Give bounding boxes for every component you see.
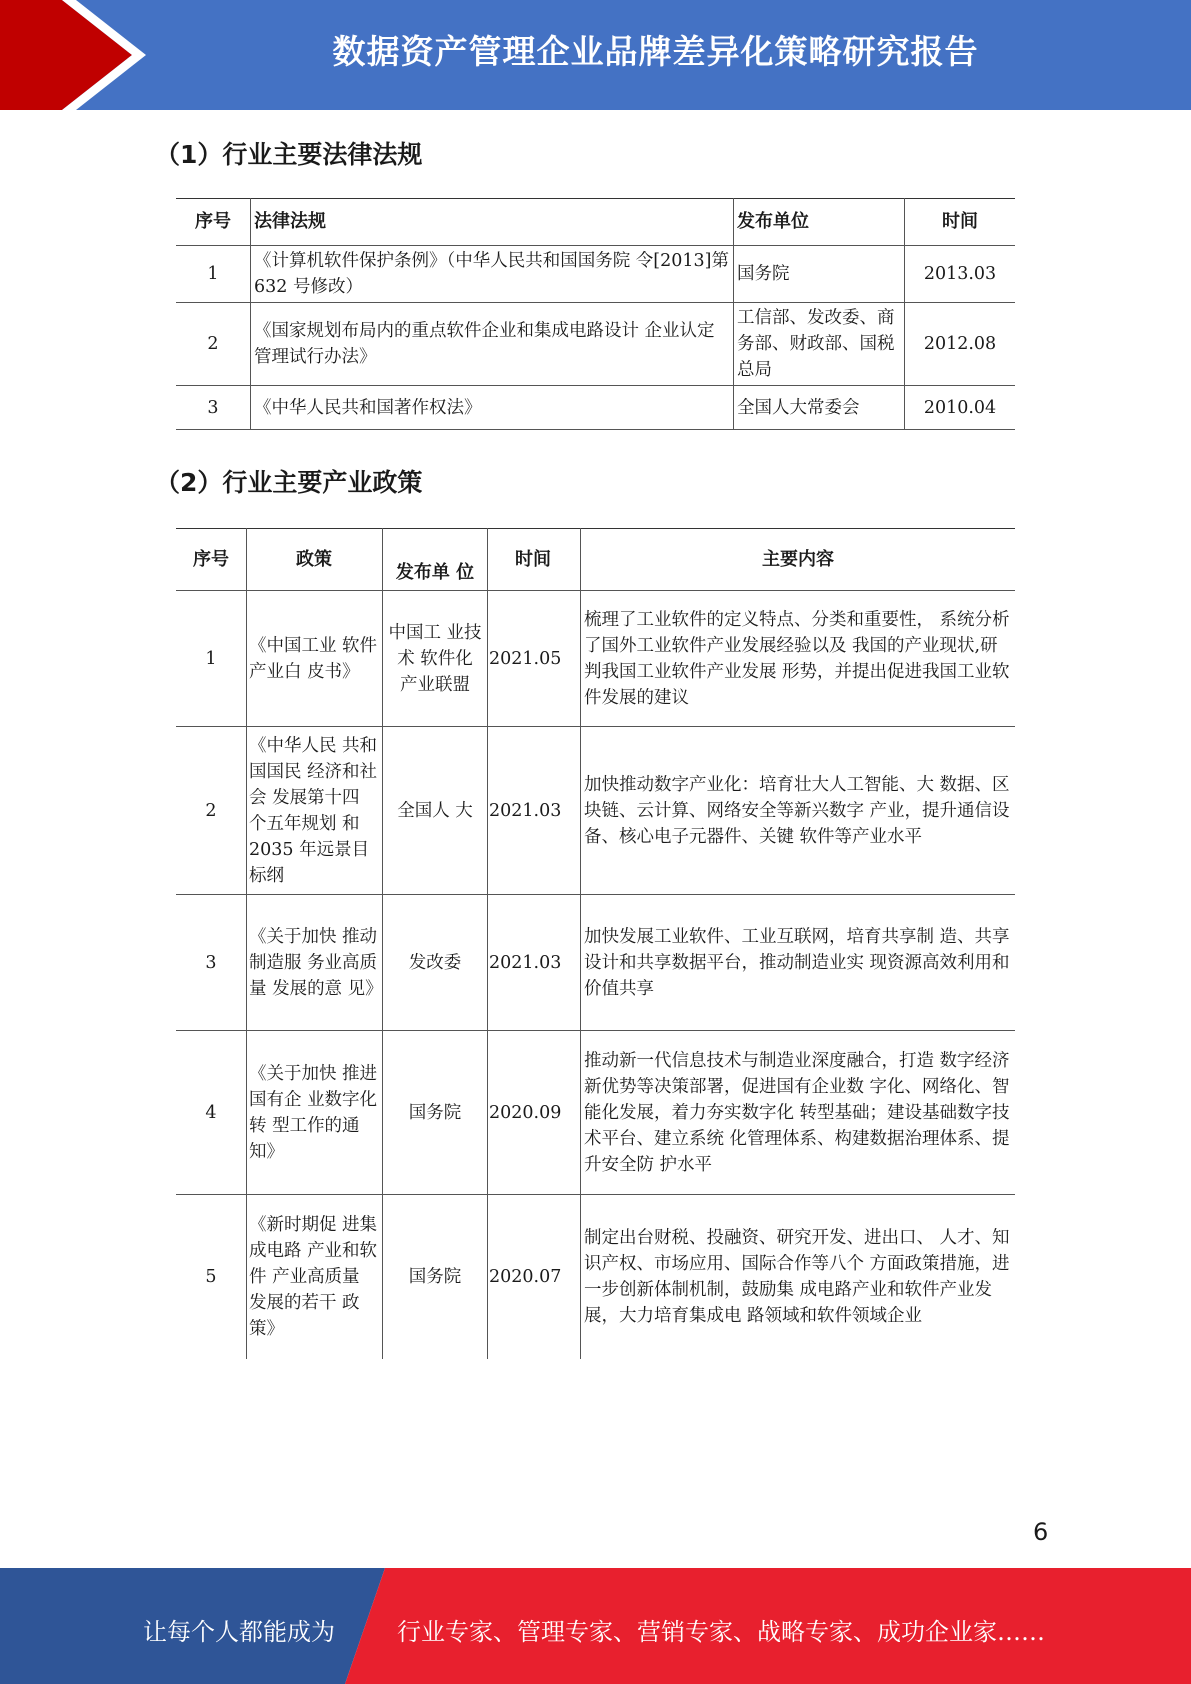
cell-date: 2010.04 xyxy=(905,386,1016,430)
cell-date: 2021.03 xyxy=(488,895,581,1031)
cell-no: 5 xyxy=(205,1266,217,1287)
cell-no: 3 xyxy=(176,895,247,1031)
table-row xyxy=(176,386,1015,430)
cell-law: 《中华人民共和国著作权法》 xyxy=(251,386,734,430)
header-no: 序号 xyxy=(176,199,251,246)
header-policy: 政策 xyxy=(247,529,383,591)
cell-no: 4 xyxy=(176,1031,247,1195)
cell-date: 2020.07 xyxy=(488,1195,581,1359)
cell-date: 2021.05 xyxy=(488,591,581,727)
cell-unit: 国务院 xyxy=(383,1195,488,1359)
cell-unit: 国务院 xyxy=(383,1031,488,1195)
cell-unit: 工信部、发改委、商务部、财政部、国税总局 xyxy=(734,303,905,386)
cell-law: 《计算机软件保护条例》（中华人民共和国国务院 令[2013]第 632 号修改） xyxy=(251,246,734,303)
header-unit: 发布单 位 xyxy=(383,529,488,591)
cell-content: 加快发展工业软件、工业互联网，培育共享制 造、共享设计和共享数据平台，推动制造业实 现资源高效利用和价值共享 xyxy=(581,895,1016,1031)
table-row xyxy=(176,895,1015,1031)
cell-date: 2013.03 xyxy=(905,246,1016,303)
cell-no: 1 xyxy=(176,246,251,303)
table-row xyxy=(176,1031,1015,1195)
page-header xyxy=(0,0,1191,110)
page-footer xyxy=(0,1568,1191,1684)
cell-no: 2 xyxy=(176,303,251,386)
table-header-row xyxy=(176,199,1015,246)
cell-unit: 全国人大常委会 xyxy=(734,386,905,430)
header-unit: 发布单位 xyxy=(734,199,905,246)
cell-policy: 《新时期促 进集成电路 产业和软件 产业高质量 发展的若干 政策》 xyxy=(247,1195,383,1359)
cell-date: 2012.08 xyxy=(905,303,1016,386)
section-heading-policies: （2）行业主要产业政策 xyxy=(155,468,423,497)
cell-content: 加快推动数字产业化：培育壮大人工智能、大 数据、区块链、云计算、网络安全等新兴数字 产业，提升通信设备、核心电子元器件、关键 软件等产业水平 xyxy=(581,727,1016,895)
page-number: 6 xyxy=(1033,1518,1049,1546)
cell-no: 1 xyxy=(176,591,247,727)
cell-policy: 《中华人民 共和国国民 经济和社会 发展第十四 个五年规划 和 2035 年远景目标纲 xyxy=(247,727,383,895)
cell-unit: 中国工 业技术 软件化 产业联盟 xyxy=(383,591,488,727)
cell-unit: 全国人 大 xyxy=(383,727,488,895)
header-content: 主要内容 xyxy=(581,529,1016,591)
laws-table xyxy=(176,198,1015,430)
cell-unit: 国务院 xyxy=(734,246,905,303)
cell-no: 2 xyxy=(176,727,247,895)
cell-content: 推动新一代信息技术与制造业深度融合，打造 数字经济新优势等决策部署，促进国有企业数 字化、网络化、智能化发展，着力夯实数字化 转型基础；建设基础数字技术平台、建立系统 化管理体系、构建数据治理体系、提升安全防 护水平 xyxy=(581,1031,1016,1195)
footer-slogan-left: 让每个人都能成为 xyxy=(143,1618,335,1646)
header-chevron-decoration xyxy=(0,0,160,110)
header-date: 时间 xyxy=(488,529,581,591)
table-row xyxy=(176,591,1015,727)
cell-content: 梳理了工业软件的定义特点、分类和重要性， 系统分析了国外工业软件产业发展经验以及 我国的产业现状,研判我国工业软件产业发展 形势，并提出促进我国工业软件发展的建议 xyxy=(581,591,1016,727)
report-title: 数据资产管理企业品牌差异化策略研究报告 xyxy=(332,32,979,71)
table-row xyxy=(176,303,1015,386)
table-header-row xyxy=(176,529,1015,591)
cell-date: 2021.03 xyxy=(488,727,581,895)
table-row xyxy=(176,1195,1015,1359)
cell-date: 2020.09 xyxy=(488,1031,581,1195)
cell-content: 制定出台财税、投融资、研究开发、进出口、 人才、知识产权、市场应用、国际合作等八个 方面政策措施，进一步创新体制机制，鼓励集 成电路产业和软件产业发展，大力培育集成电 路领域和软件领域企业 xyxy=(581,1195,1016,1359)
cell-policy: 《中国工业 软件产业白 皮书》 xyxy=(247,591,383,727)
header-law: 法律法规 xyxy=(251,199,734,246)
cell-policy: 《关于加快 推动制造服 务业高质量 发展的意 见》 xyxy=(247,895,383,1031)
table-row xyxy=(176,246,1015,303)
footer-slogan-right: 行业专家、管理专家、营销专家、战略专家、成功企业家…… xyxy=(397,1618,1045,1646)
cell-no: 3 xyxy=(176,386,251,430)
cell-unit: 发改委 xyxy=(383,895,488,1031)
policies-table xyxy=(176,528,1015,1359)
cell-law: 《国家规划布局内的重点软件企业和集成电路设计 企业认定管理试行办法》 xyxy=(251,303,734,386)
section-heading-laws: （1）行业主要法律法规 xyxy=(155,140,423,169)
header-no: 序号 xyxy=(176,529,247,591)
header-date: 时间 xyxy=(905,199,1016,246)
table-row xyxy=(176,727,1015,895)
cell-policy: 《关于加快 推进国有企 业数字化转 型工作的通 知》 xyxy=(247,1031,383,1195)
